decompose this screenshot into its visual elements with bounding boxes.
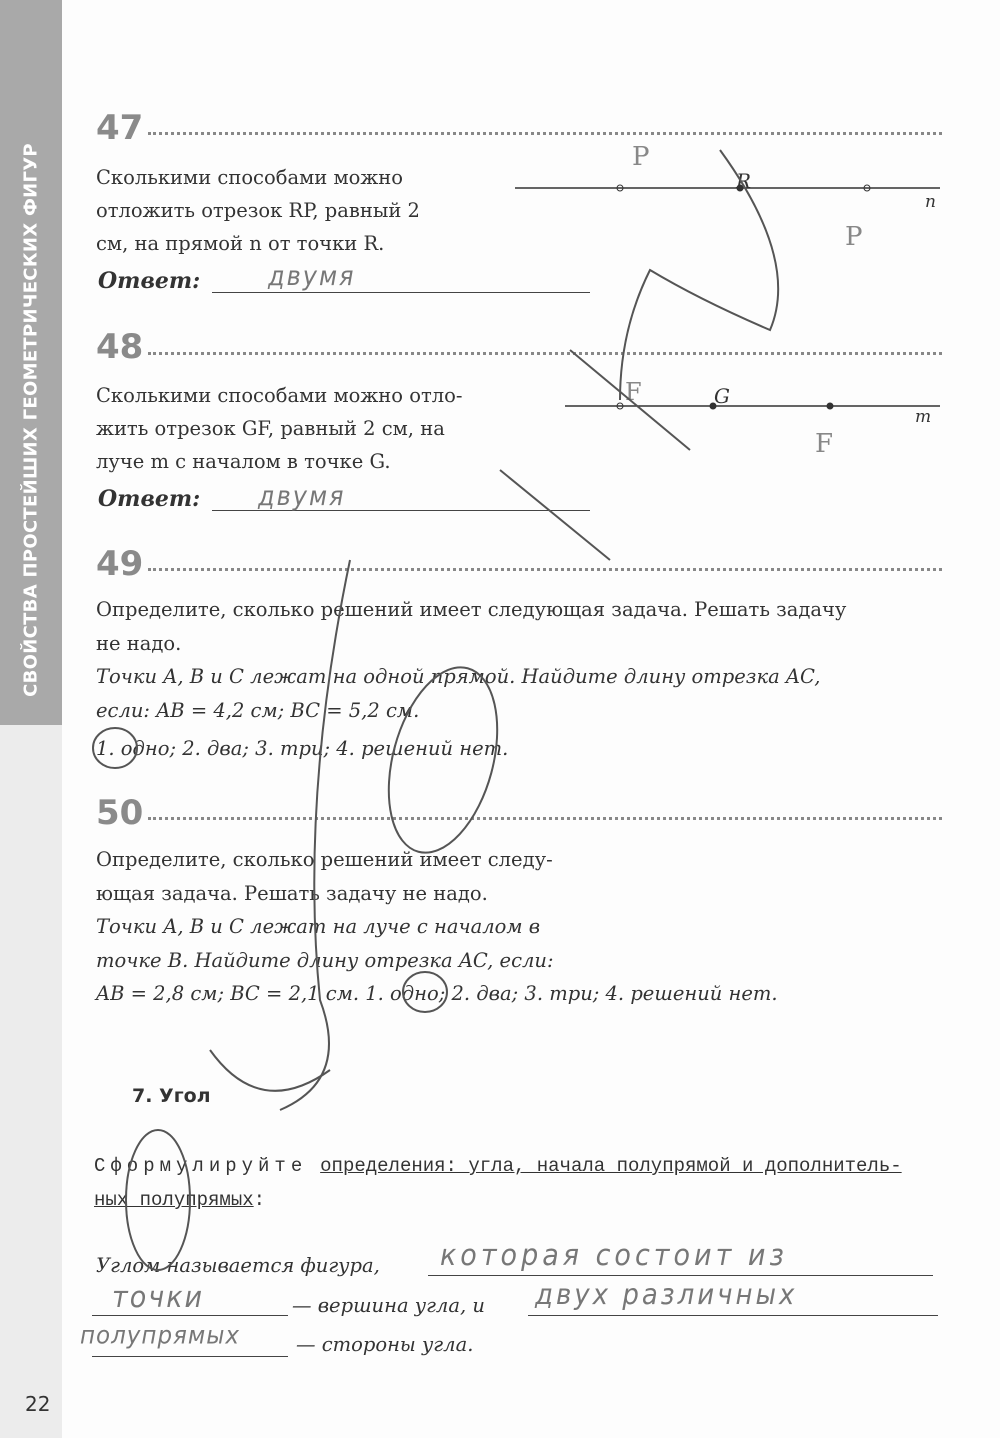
task-48-text-2: жить отрезок GF, равный 2 см, на <box>96 417 445 440</box>
task-48-text-3: луче m с началом в точке G. <box>96 450 391 473</box>
handwritten-answer-48: двумя <box>258 480 346 512</box>
label-p: P <box>632 142 650 172</box>
task-50-text-1: Определите, сколько решений имеет следу- <box>96 848 553 871</box>
task-49-text-3: Точки A, B и C лежат на одной прямой. Найдите длину отрезка AC, <box>96 665 821 688</box>
label-p: P <box>845 222 863 252</box>
diagram-48 <box>565 378 940 459</box>
task-47-text-2: отложить отрезок RP, равный 2 <box>96 199 420 222</box>
handwritten-definition-2: точки <box>112 1280 205 1315</box>
task-49-text-4: если: AB = 4,2 см; BC = 5,2 см. <box>96 699 420 722</box>
task-50-text-2: ющая задача. Решать задачу не надо. <box>96 882 488 905</box>
task-49-options: 1. одно; 2. два; 3. три; 4. решений нет. <box>96 737 509 760</box>
handwritten-definition-1: которая состоит из <box>440 1238 788 1273</box>
point <box>827 403 833 409</box>
label-m: m <box>915 407 932 427</box>
task-50-text-4: точке B. Найдите длину отрезка AC, если: <box>96 949 554 972</box>
task-49-text-2: не надо. <box>96 632 182 655</box>
label-r: R <box>736 169 752 193</box>
task-47-text-1: Сколькими способами можно <box>96 166 404 189</box>
label-n: n <box>925 192 936 212</box>
answer-label: Ответ: <box>98 268 201 294</box>
task-number-49: 49 <box>96 544 144 584</box>
definition-part-2: — вершина угла, и <box>292 1294 485 1317</box>
pencil-scribble <box>93 150 778 1270</box>
task-49-text-1: Определите, сколько решений имеет следующая задача. Решать задачу <box>96 598 847 621</box>
label-f: F <box>815 429 834 459</box>
task-50-text-3: Точки A, B и C лежат на луче с началом в <box>96 915 541 938</box>
label-g: G <box>714 384 730 408</box>
prompt-start: Сформулируйте <box>94 1155 308 1177</box>
label-f: F <box>625 378 642 406</box>
diagram-47 <box>515 142 940 252</box>
prompt-underlined-1: определения: угла, начала полупрямой и дополнитель- <box>320 1155 902 1177</box>
task-47-text-3: см, на прямой n от точки R. <box>96 232 385 255</box>
handwritten-definition-4: полупрямых <box>80 1321 241 1351</box>
definition-part-1: Углом называется фигура, <box>96 1254 380 1277</box>
prompt-end: : <box>253 1189 266 1211</box>
sidebar-title: СВОЙСТВА ПРОСТЕЙШИХ ГЕОМЕТРИЧЕСКИХ ФИГУР <box>20 143 42 697</box>
handwritten-answer-47: двумя <box>268 260 356 292</box>
task-number-50: 50 <box>96 793 144 833</box>
prompt-underlined-2: ных полупрямых <box>94 1189 254 1211</box>
task-48-text-1: Сколькими способами можно отло- <box>96 384 463 407</box>
answer-label: Ответ: <box>98 486 201 512</box>
task-50-text-5: AB = 2,8 см; BC = 2,1 см. 1. одно; 2. два; 3. три; 4. решений нет. <box>96 982 778 1005</box>
section-title: 7. Угол <box>132 1085 211 1107</box>
page-number: 22 <box>25 1392 51 1416</box>
task-number-48: 48 <box>96 327 144 367</box>
definition-part-3: — стороны угла. <box>296 1333 474 1356</box>
task-number-47: 47 <box>96 108 144 148</box>
handwritten-definition-3: двух различных <box>535 1278 798 1312</box>
